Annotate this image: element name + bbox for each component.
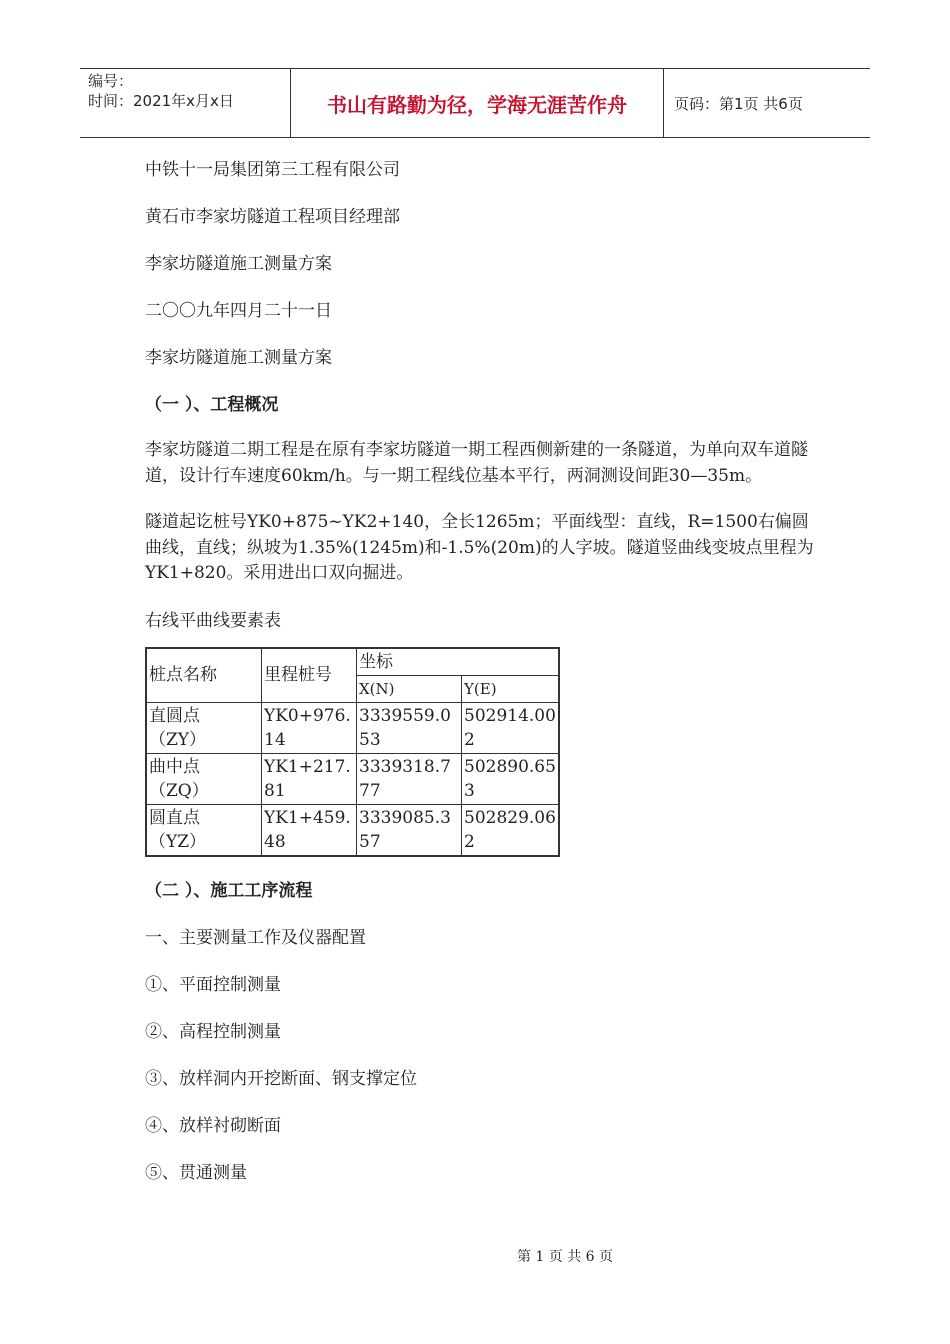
cell-point-name bbox=[146, 753, 262, 804]
list-item: ④、放样衬砌断面 bbox=[145, 1115, 281, 1136]
list-item: ③、放样洞内开挖断面、钢支撑定位 bbox=[145, 1068, 417, 1089]
point-code: （ZQ） bbox=[149, 780, 209, 801]
cell-x: 3339318.777 bbox=[357, 753, 462, 804]
point-name: 直圆点 bbox=[149, 705, 200, 726]
col-header-station: 里程桩号 bbox=[262, 648, 357, 703]
section2-heading: （二 ）、施工工序流程 bbox=[145, 880, 313, 901]
department-name: 黄石市李家坊隧道工程项目经理部 bbox=[145, 207, 400, 227]
time-label: 时间：2021年x月x日 bbox=[88, 92, 234, 110]
list-item: ①、平面控制测量 bbox=[145, 974, 281, 995]
document-body bbox=[145, 158, 815, 1185]
cell-point-name bbox=[146, 804, 262, 856]
curve-elements-table bbox=[145, 647, 560, 857]
col-header-x: X(N) bbox=[357, 675, 462, 702]
document-date: 二〇〇九年四月二十一日 bbox=[145, 301, 332, 321]
cell-station: YK1+459.48 bbox=[262, 804, 357, 856]
cell-y: 502890.653 bbox=[462, 753, 560, 804]
header-motto: 书山有路勤为径，学海无涯苦作舟 bbox=[291, 69, 664, 137]
table-row bbox=[146, 804, 559, 856]
cell-station: YK1+217.81 bbox=[262, 753, 357, 804]
page-header bbox=[80, 68, 870, 138]
table-header-row bbox=[146, 648, 559, 676]
point-code: （YZ） bbox=[149, 831, 207, 852]
section2-subheading: 一、主要测量工作及仪器配置 bbox=[145, 927, 366, 948]
point-name: 圆直点 bbox=[149, 807, 200, 828]
section1-paragraph-1: 李家坊隧道二期工程是在原有李家坊隧道一期工程西侧新建的一条隧道，为单向双车道隧道，设计行车速度60km/h。与一期工程线位基本平行，两洞测设间距30—35m。 bbox=[145, 440, 808, 486]
section1-paragraph-2: 隧道起讫桩号YK0+875~YK2+140，全长1265m；平面线型：直线，R=1500右偏圆曲线，直线；纵坡为1.35%(1245m)和-1.5%(20m)的人字坡。隧道竖曲线变坡点里程为YK1+820。采用进出口双向掘进。 bbox=[145, 512, 814, 583]
list-item: ⑤、贯通测量 bbox=[145, 1162, 247, 1183]
cell-station: YK0+976.14 bbox=[262, 702, 357, 753]
header-meta bbox=[80, 69, 291, 137]
col-header-y: Y(E) bbox=[462, 675, 560, 702]
section1-heading: （一 ）、工程概况 bbox=[145, 395, 279, 415]
cell-x: 3339559.053 bbox=[357, 702, 462, 753]
point-code: （ZY） bbox=[149, 729, 207, 750]
number-label: 编号： bbox=[88, 72, 134, 90]
point-name: 曲中点 bbox=[149, 756, 200, 777]
cell-x: 3339085.357 bbox=[357, 804, 462, 856]
table-row bbox=[146, 753, 559, 804]
page-footer: 第 1 页 共 6 页 bbox=[516, 1249, 614, 1265]
col-header-name: 桩点名称 bbox=[146, 648, 262, 703]
header-page-info: 页码：第1页 共6页 bbox=[674, 94, 803, 113]
table-title: 右线平曲线要素表 bbox=[145, 610, 281, 631]
cell-y: 502829.062 bbox=[462, 804, 560, 856]
table-row bbox=[146, 702, 559, 753]
company-name: 中铁十一局集团第三工程有限公司 bbox=[145, 160, 400, 180]
cell-point-name bbox=[146, 702, 262, 753]
list-item: ②、高程控制测量 bbox=[145, 1021, 281, 1042]
cell-y: 502914.002 bbox=[462, 702, 560, 753]
document-title: 李家坊隧道施工测量方案 bbox=[145, 254, 332, 274]
col-header-coord: 坐标 bbox=[357, 648, 560, 676]
document-title-repeat: 李家坊隧道施工测量方案 bbox=[145, 348, 332, 368]
